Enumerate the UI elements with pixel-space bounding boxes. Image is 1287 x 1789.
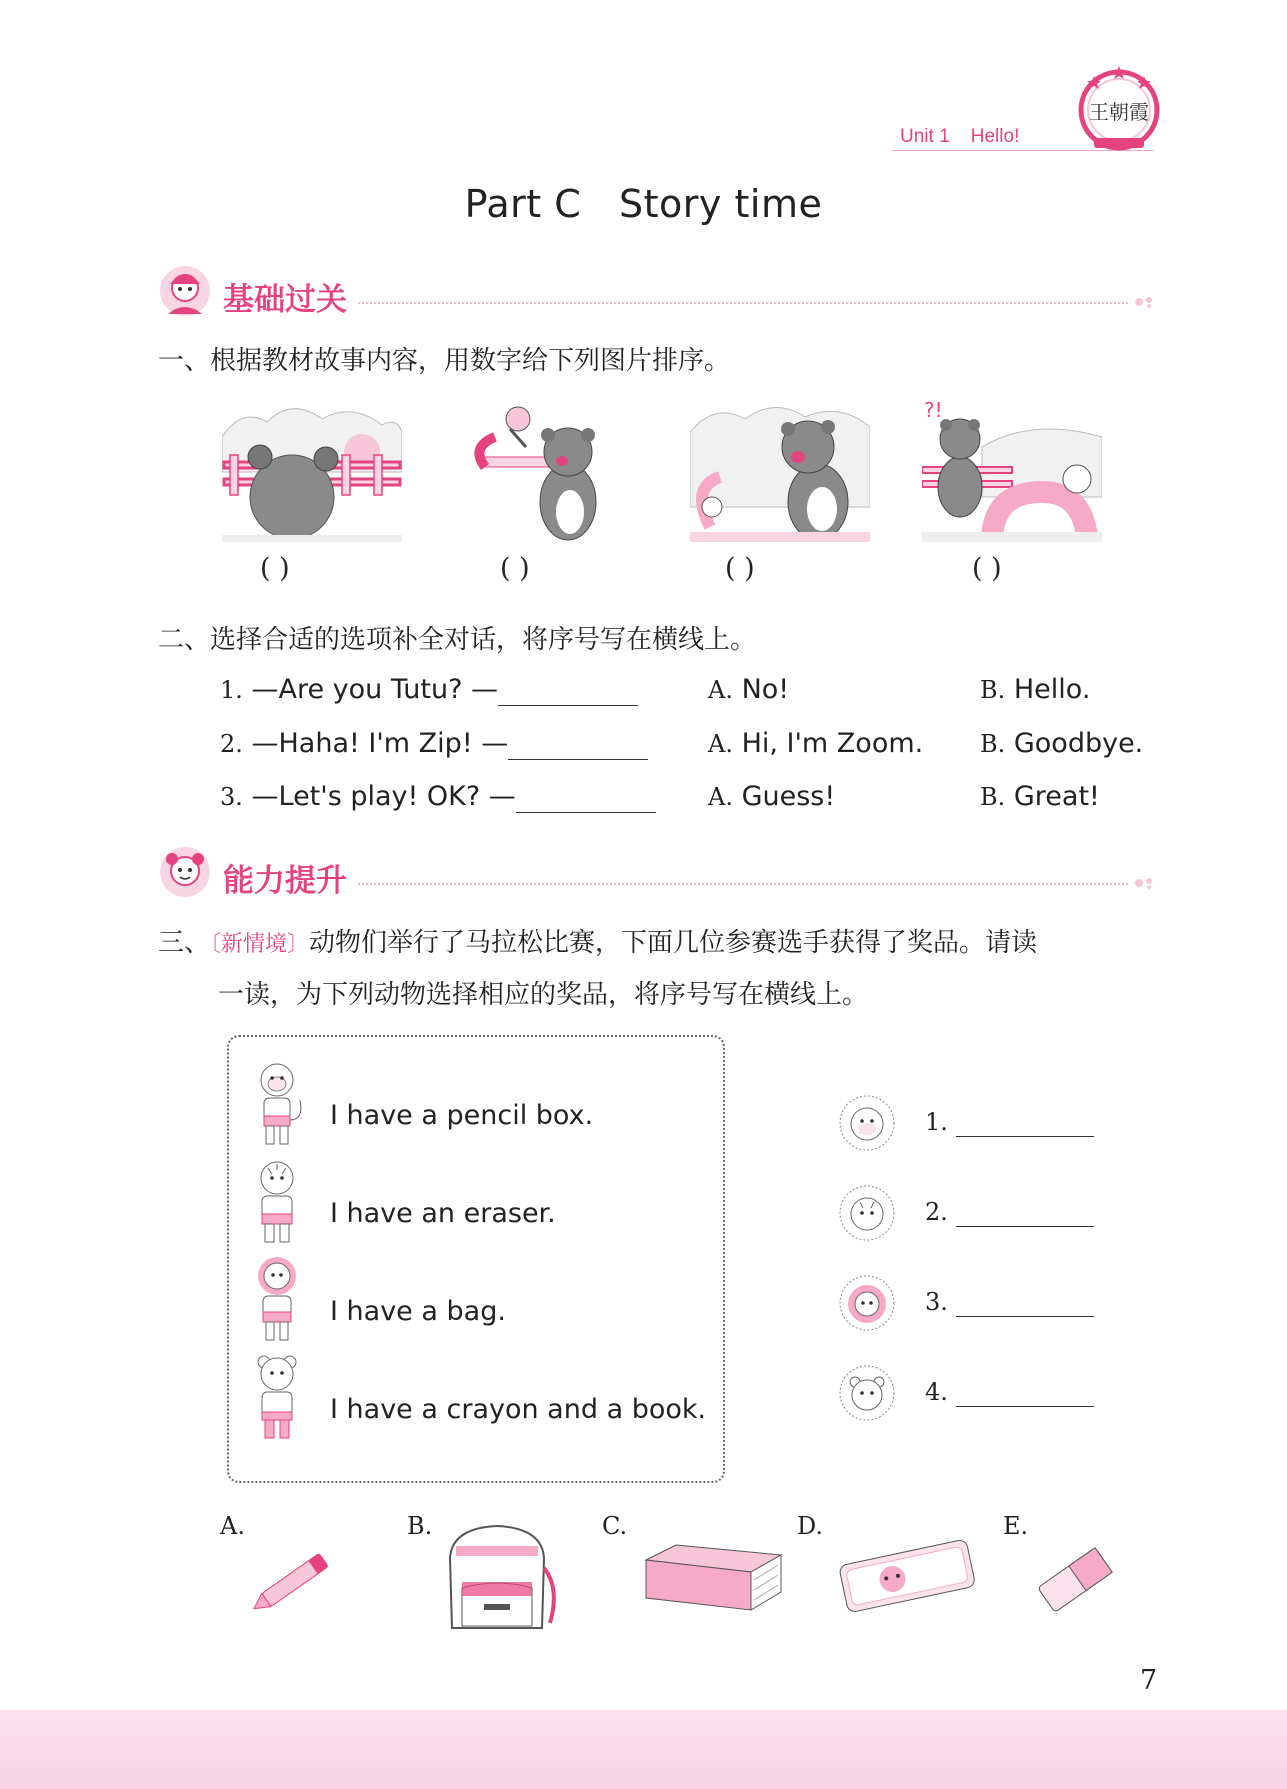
tiger-face-icon [838,1184,896,1242]
dialog-item-1 [220,674,638,706]
dialog-text: —Let's play! OK? — [251,781,516,812]
dialog-3-option-a [708,781,835,812]
section-advanced-heading [158,845,1148,905]
q3-line1: 动物们举行了马拉松比赛，下面几位参赛选手获得了奖品。请读 [309,928,1038,958]
option-text: No! [741,674,790,705]
dialog-number: 3. [220,783,243,811]
section-basic-title: 基础过关 [223,282,347,318]
answer-blank[interactable] [516,781,656,813]
answer-row-4 [925,1378,1094,1407]
dialog-2-option-b [980,728,1143,759]
dialog-item-2 [220,728,648,760]
answer-blank[interactable] [508,728,648,760]
option-letter: B. [980,783,1006,811]
unit-title: Hello! [970,126,1020,147]
monkey-face-icon [838,1094,896,1152]
prize-label-d: D. [797,1512,824,1540]
bear-face-icon [838,1364,896,1422]
monkey-figure [246,1060,308,1150]
footer-band [0,1710,1287,1789]
tiger-figure [246,1158,308,1248]
statement-4: I have a crayon and a book. [330,1394,707,1425]
answer-blank[interactable] [498,674,638,706]
dialog-text: —Haha! I'm Zip! — [251,728,509,759]
q3-prompt-line2: 一读，为下列动物选择相应的奖品，将序号写在横线上。 [218,980,869,1010]
statement-1: I have a pencil box. [330,1100,594,1131]
unit-header [900,126,1019,148]
dialog-text: —Are you Tutu? — [251,674,498,705]
story-picture-1 [222,397,402,542]
book-icon [636,1540,786,1624]
statement-3: I have a bag. [330,1296,506,1327]
new-context-tag: 〔新情境〕 [210,932,310,957]
statement-2: I have an eraser. [330,1198,556,1229]
story-picture-2 [470,397,650,542]
option-letter: A. [708,783,733,811]
story-picture-3 [690,397,870,542]
dialog-2-option-a [708,728,923,759]
prize-label-b: B. [407,1512,433,1540]
page-number: 7 [1140,1665,1158,1696]
crayon-icon [245,1540,345,1624]
lion-figure [246,1256,308,1346]
answer-blank[interactable] [956,1378,1094,1407]
option-letter: A. [708,730,733,758]
option-text: Hi, I'm Zoom. [741,728,924,759]
dialog-3-option-b [980,781,1100,812]
answer-row-1 [925,1108,1094,1137]
answer-number: 4. [925,1378,948,1406]
order-blank-2[interactable]: ( ) [500,553,530,584]
dialog-number: 1. [220,676,243,704]
dots-ornament [1134,876,1154,890]
dialog-1-option-a [708,674,789,705]
dialog-number: 2. [220,730,243,758]
option-letter: B. [980,730,1006,758]
answer-number: 1. [925,1108,948,1136]
svg-text:?!: ?! [924,398,943,422]
dotted-divider [358,302,1128,304]
answer-number: 3. [925,1288,948,1316]
q3-prefix: 三、 [158,928,211,958]
dotted-divider [358,883,1128,885]
backpack-icon [432,1518,562,1642]
svg-text:王朝霞: 王朝霞 [1089,100,1149,124]
order-blank-4[interactable]: ( ) [972,553,1002,584]
answer-row-3 [925,1288,1094,1317]
q1-prompt: 一、根据教材故事内容，用数字给下列图片排序。 [158,346,731,376]
option-letter: A. [708,676,733,704]
order-blank-1[interactable]: ( ) [260,553,290,584]
option-letter: B. [980,676,1006,704]
answer-row-2 [925,1198,1094,1227]
q2-prompt: 二、选择合适的选项补全对话，将序号写在横线上。 [158,625,757,655]
dialog-1-option-b [980,674,1090,705]
section-basic-heading [158,264,1148,324]
answer-number: 2. [925,1198,948,1226]
eraser-icon [1030,1540,1120,1624]
prize-label-c: C. [602,1512,628,1540]
prize-label-a: A. [220,1512,245,1540]
lion-face-icon [838,1274,896,1332]
answer-blank[interactable] [956,1288,1094,1317]
q3-prompt-line1 [158,922,1037,959]
brand-logo [1074,62,1164,152]
unit-label: Unit 1 [900,126,950,147]
answer-blank[interactable] [956,1198,1094,1227]
option-text: Guess! [741,781,836,812]
answer-blank[interactable] [956,1108,1094,1137]
prize-label-e: E. [1003,1512,1029,1540]
mascot-icon [158,845,212,899]
page-title: Part C Story time [464,182,823,226]
order-blank-3[interactable]: ( ) [725,553,755,584]
option-text: Goodbye. [1013,728,1144,759]
option-text: Great! [1013,781,1100,812]
dots-ornament [1134,295,1154,309]
student-icon [158,264,212,318]
option-text: Hello. [1013,674,1091,705]
pencil-box-icon [834,1530,980,1624]
section-advanced-title: 能力提升 [223,863,347,899]
story-picture-4 [922,397,1102,542]
bear-figure [246,1354,308,1444]
dialog-item-3 [220,781,656,813]
